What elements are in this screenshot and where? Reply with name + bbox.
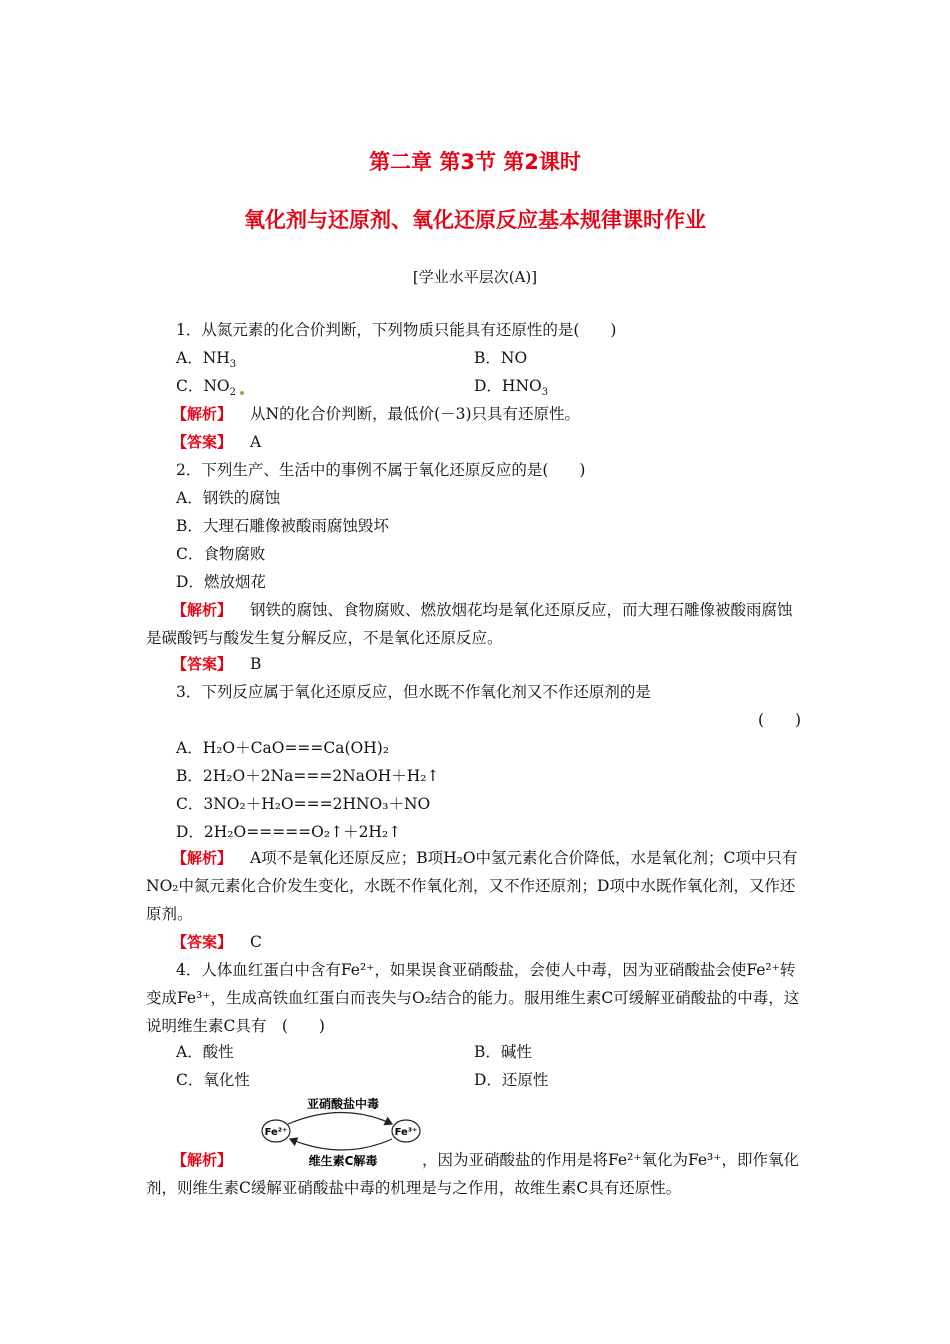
q3-stem: 3．下列反应属于氧化还原反应，但水既不作氧化剂又不作还原剂的是: [176, 683, 651, 701]
q4-option-d: D．还原性: [474, 1071, 549, 1089]
q4-stem: 4．人体血红蛋白中含有Fe²⁺，如果误食亚硝酸盐，会使人中毒，因为亚硝酸盐会使Fe²⁺转变成Fe³⁺，生成高铁血红蛋白而丧失与O₂结合的能力。服用维生素C可缓解亚硝酸盐的中毒，这说明维生素C具有 ( ): [146, 961, 800, 1035]
q2-analysis: 【解析】 钢铁的腐蚀、食物腐败、燃放烟花均是氧化还原反应，而大理石雕像被酸雨腐蚀是碳酸钙与酸发生复分解反应，不是氧化还原反应。: [146, 601, 793, 647]
q4-option-b: B．碱性: [474, 1043, 532, 1061]
q1-answer: 【答案】 A: [172, 433, 262, 451]
q2-option-c: C．食物腐败: [176, 545, 266, 563]
q2-option-a: A．钢铁的腐蚀: [176, 489, 281, 507]
q2-stem: 2．下列生产、生活中的事例不属于氧化还原反应的是( ): [176, 461, 586, 479]
analysis-tag: 【解析】: [172, 405, 233, 423]
q1-option-c: C．$NO_2$: [176, 377, 237, 399]
q3-analysis: 【解析】 A项不是氧化还原反应；B项H₂O中氢元素化合价降低，水是氧化剂；C项中只有NO₂中氮元素化合价发生变化，水既不作氧化剂，又不作还原剂；D项中水既作氧化剂，又作还原剂。: [146, 849, 798, 923]
analysis-tag: 【解析】: [172, 601, 233, 619]
q1-option-a: A．$NH_3$: [176, 349, 237, 371]
q1-option-b: B．NO: [474, 349, 528, 367]
fe2-label: Fe²⁺: [264, 1127, 288, 1138]
fe3-label: Fe³⁺: [394, 1127, 418, 1138]
q4-option-a: A．酸性: [176, 1043, 234, 1061]
q3-option-c: C．3NO₂＋H₂O===2HNO₃＋NO: [176, 795, 431, 813]
answer-tag: 【答案】: [172, 655, 233, 673]
diagram-bottom-label: 维生素C解毒: [308, 1154, 378, 1168]
q3-option-d: D．2H₂O=====O₂↑＋2H₂↑: [176, 823, 402, 841]
q2-answer: 【答案】 B: [172, 655, 262, 673]
q4-option-c: C．氧化性: [176, 1071, 250, 1089]
q1-stem: 1．从氮元素的化合价判断，下列物质只能具有还原性的是( ): [176, 321, 617, 339]
chapter-title: 第二章 第3节 第2课时: [369, 150, 581, 174]
answer-tag: 【答案】: [172, 433, 233, 451]
analysis-tag: 【解析】: [172, 849, 233, 867]
q1-option-d: D．$HNO_3$: [474, 377, 549, 399]
answer-tag: 【答案】: [172, 933, 233, 951]
q2-option-b: B．大理石雕像被酸雨腐蚀毁坏: [176, 517, 389, 535]
diagram-top-label: 亚硝酸盐中毒: [306, 1097, 380, 1111]
q3-bracket: ( ): [758, 711, 802, 729]
stray-dot: [240, 391, 244, 395]
q3-answer: 【答案】 C: [172, 933, 262, 951]
oxidation-arrow: [288, 1113, 392, 1125]
q2-option-d: D．燃放烟花: [176, 573, 266, 591]
lesson-title: 氧化剂与还原剂、氧化还原反应基本规律课时作业: [244, 208, 706, 232]
q4-analysis: ，因为亚硝酸盐的作用是将Fe²⁺氧化为Fe³⁺，即作氧化剂，则维生素C缓解亚硝酸盐中毒的机理是与之作用，故维生素C具有还原性。: [146, 1151, 799, 1197]
q1-analysis: 【解析】 从N的化合价判断，最低价(－3)只具有还原性。: [172, 405, 581, 423]
analysis-tag: 【解析】: [172, 1151, 233, 1169]
level-heading: [学业水平层次(A)]: [412, 268, 538, 286]
q3-option-b: B．2H₂O＋2Na===2NaOH＋H₂↑: [176, 767, 440, 785]
q3-option-a: A．H₂O＋CaO===Ca(OH)₂: [176, 739, 390, 757]
